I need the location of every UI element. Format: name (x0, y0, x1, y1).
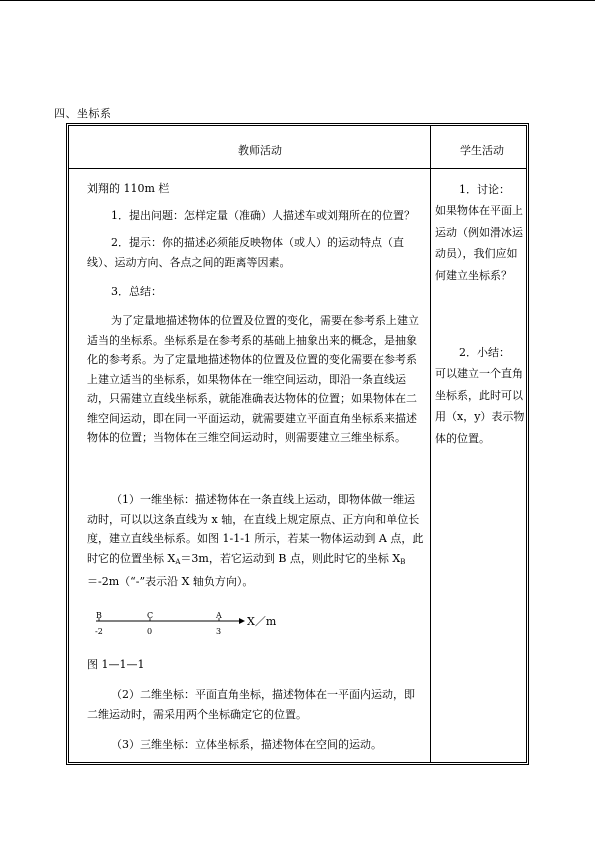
teacher-point-2: 2．提示：你的描述必须能反映物体（或人）的运动特点（直线）、运动方向、各点之间的距离等因素。 (87, 236, 404, 269)
teacher-point-3: 3．总结： (111, 285, 162, 298)
figure-caption: 图 1—1—1 (87, 658, 145, 671)
student-discussion-heading: 1．讨论： (459, 183, 510, 196)
section-title: 四、坐标系 (54, 107, 112, 120)
student-summary-text: 可以建立一个直角坐标系，此时可以用（x，y）表示物体的位置。 (435, 367, 525, 445)
teacher-topic: 刘翔的 110m 栏 (87, 182, 170, 195)
student-discussion-text: 如果物体在平面上运动（例如滑冰运动员），我们应如何建立坐标系？ (435, 204, 523, 282)
header-student-activity: 学生活动 (460, 144, 504, 157)
axis-label: X／m (247, 615, 277, 628)
tick-label-3: 3 (216, 627, 222, 636)
axis-arrow (239, 618, 245, 624)
column-divider (430, 125, 431, 763)
teacher-2d-coordinate-paragraph: （2）二维坐标：平面直角坐标，描述物体在一平面内运动，即二维运动时，需采用两个坐标确定它的位置。 (87, 688, 415, 721)
activity-table (68, 125, 527, 763)
teacher-summary-paragraph: 为了定量地描述物体的位置及位置的变化，需要在参考系上建立适当的坐标系。坐标系是在参考系的基础上抽象出来的概念，是抽象化的参考系。为了定量地描述物体的位置及位置的变化需要在参考系上建立适当的坐标系，如果物体在一维空间运动，即沿一条直线运动，只需建立直线坐标系，就能准确表达物体的位置；如果物体在二维空间运动，即在同一平面运动，就需要建立平面直角坐标系来描述物体的位置；当物体在三维空间运动时，则需要建立三维坐标系。 (87, 314, 419, 444)
teacher-1d-coordinate-paragraph: （1）一维坐标：描述物体在一条直线上运动，即物体做一维运动时，可以以这条直线为 x 轴，在直线上规定原点、正方向和单位长度，建立直线坐标系。如图 1-1-1 所示，若某一物体运动到 A 点，此时它的位置坐标 $X_A=3m$，若它运动到 B 点，则此时它的坐标 $X_B=-2m(“-$”表示沿 X 轴负方向）。 (87, 493, 424, 588)
page-top-rule (0, 0, 595, 1)
header-divider (68, 168, 527, 169)
label-c: C (147, 611, 154, 620)
figure-1d-axis (94, 610, 294, 640)
tick-label-0: 0 (147, 627, 153, 636)
label-b: B (96, 611, 102, 620)
label-a: A (216, 611, 222, 620)
teacher-3d-coordinate-paragraph: （3）三维坐标：立体坐标系，描述物体在空间的运动。 (111, 738, 382, 751)
header-teacher-activity: 教师活动 (238, 144, 282, 157)
tick-label-minus-2: -2 (95, 627, 103, 636)
teacher-point-1: 1．提出问题：怎样定量（准确）人描述车或刘翔所在的位置？ (111, 209, 415, 222)
student-summary-heading: 2．小结： (459, 346, 510, 359)
